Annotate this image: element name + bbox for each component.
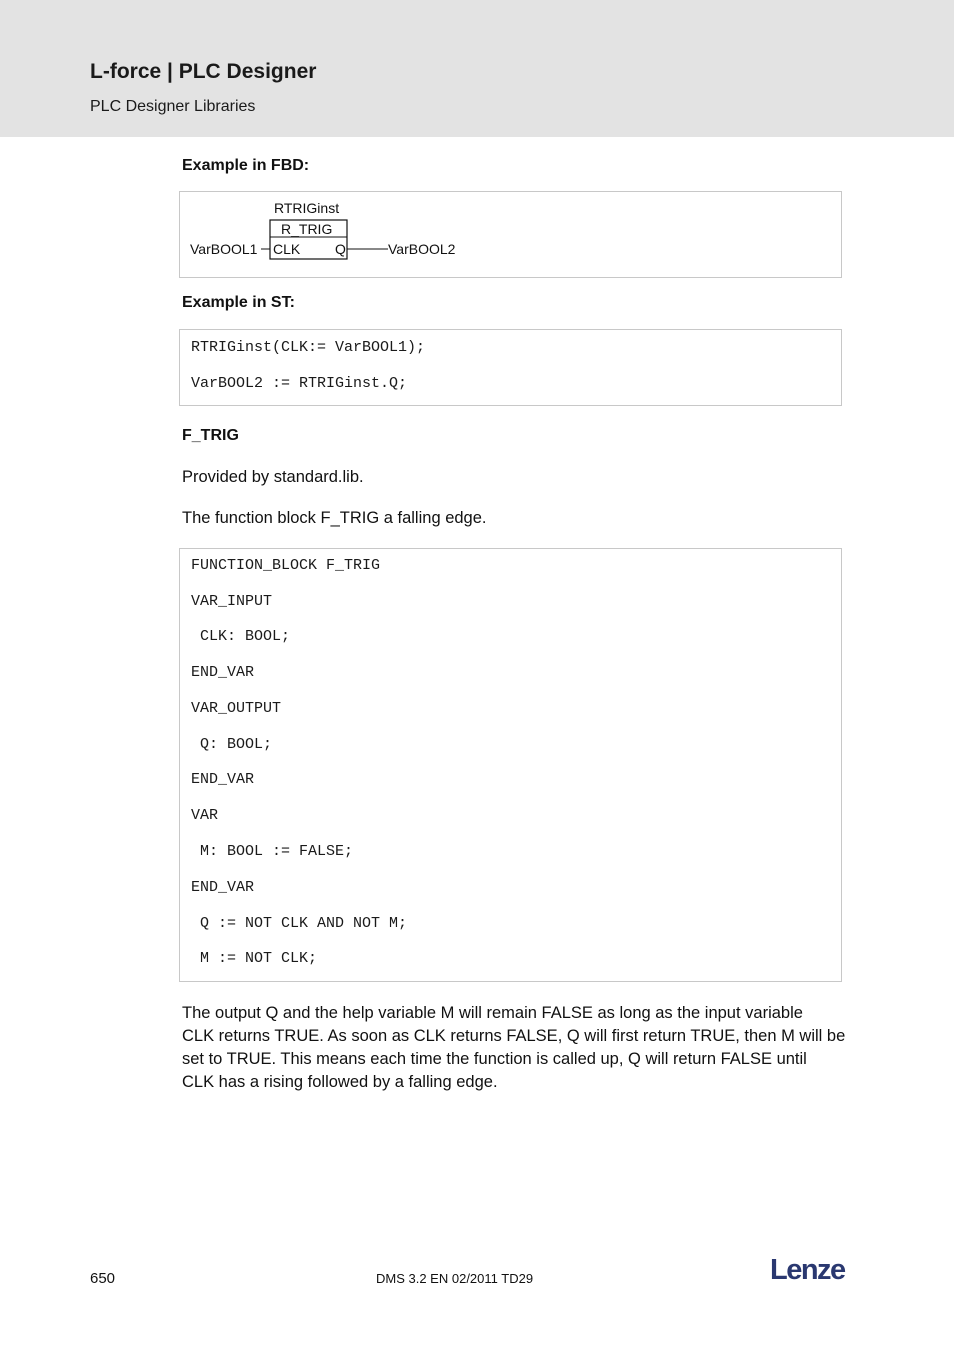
ftrig-code-line: M: BOOL := FALSE; bbox=[191, 843, 354, 860]
st-example-heading: Example in ST: bbox=[182, 294, 295, 311]
ftrig-explanation-line: The output Q and the help variable M will remain FALSE as long as the input variable bbox=[182, 1004, 803, 1022]
st-code-box bbox=[179, 329, 842, 406]
ftrig-code-line: VAR_OUTPUT bbox=[191, 700, 282, 717]
fbd-instance-name: RTRIGinst bbox=[274, 200, 340, 216]
st-code-line: VarBOOL2 := RTRIGinst.Q; bbox=[191, 375, 408, 392]
ftrig-provided-by: Provided by standard.lib. bbox=[182, 468, 364, 486]
fbd-output-var: VarBOOL2 bbox=[388, 241, 456, 257]
fbd-input-pin: CLK bbox=[273, 241, 301, 257]
fbd-input-var: VarBOOL1 bbox=[190, 241, 258, 257]
ftrig-code-line: Q: BOOL; bbox=[191, 736, 273, 753]
ftrig-explanation-line: CLK returns TRUE. As soon as CLK returns FALSE, Q will first return TRUE, then M will be bbox=[182, 1027, 846, 1045]
document-reference: DMS 3.2 EN 02/2011 TD29 bbox=[376, 1271, 534, 1286]
ftrig-heading: F_TRIG bbox=[182, 427, 239, 444]
fbd-example-heading: Example in FBD: bbox=[182, 157, 310, 174]
page-number: 650 bbox=[90, 1270, 116, 1287]
document-subtitle: PLC Designer Libraries bbox=[90, 98, 256, 115]
fbd-diagram-box bbox=[179, 191, 842, 278]
ftrig-code-line: END_VAR bbox=[191, 664, 255, 681]
ftrig-explanation-line: set to TRUE. This means each time the function is called up, Q will return FALSE until bbox=[182, 1050, 807, 1068]
st-code-line: RTRIGinst(CLK:= VarBOOL1); bbox=[191, 339, 426, 356]
ftrig-code-box bbox=[179, 548, 842, 982]
ftrig-code-line: M := NOT CLK; bbox=[191, 950, 318, 967]
ftrig-code-line: VAR_INPUT bbox=[191, 593, 273, 610]
document-title: L-force | PLC Designer bbox=[90, 60, 317, 83]
ftrig-code-line: VAR bbox=[191, 807, 219, 824]
lenze-logo: Lenze bbox=[770, 1254, 845, 1286]
ftrig-code-line: Q := NOT CLK AND NOT M; bbox=[191, 915, 408, 932]
ftrig-explanation-line: CLK has a rising followed by a falling edge. bbox=[182, 1073, 498, 1091]
fbd-output-pin: Q bbox=[335, 241, 346, 257]
ftrig-code-line: END_VAR bbox=[191, 771, 255, 788]
ftrig-code-line: END_VAR bbox=[191, 879, 255, 896]
fbd-block-type: R_TRIG bbox=[281, 221, 333, 237]
ftrig-description: The function block F_TRIG a falling edge. bbox=[182, 509, 487, 527]
fbd-diagram bbox=[180, 192, 841, 277]
ftrig-code-line: FUNCTION_BLOCK F_TRIG bbox=[191, 557, 381, 574]
ftrig-code-line: CLK: BOOL; bbox=[191, 628, 291, 645]
